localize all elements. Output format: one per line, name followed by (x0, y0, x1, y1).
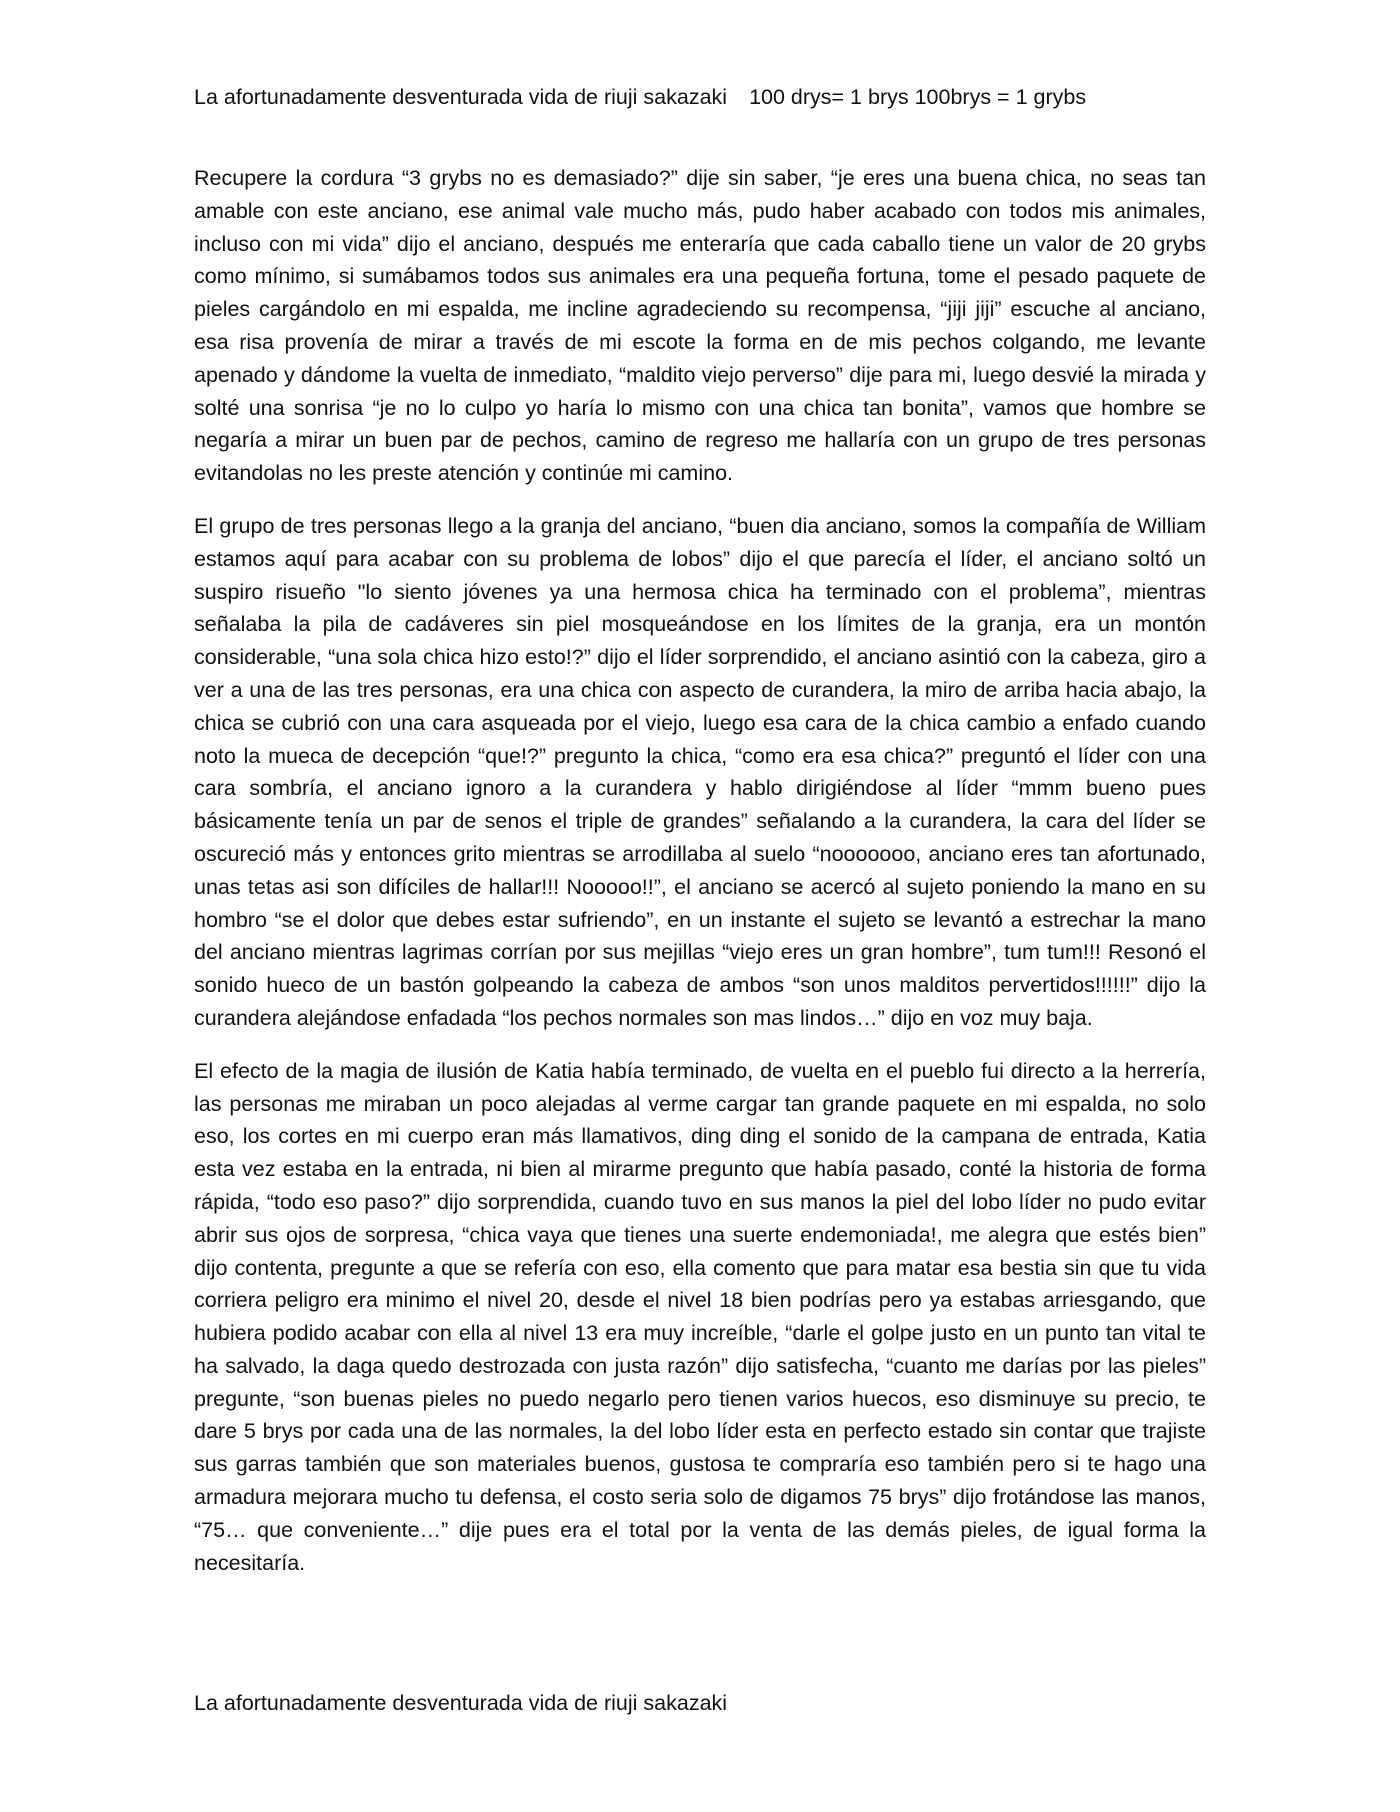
paragraph: El grupo de tres personas llego a la granja del anciano, “buen dia anciano, somos la compañía de William estamos aquí para acabar con su problema de lobos” dijo el que parecía el líder, el anciano soltó un suspiro risueño "lo siento jóvenes ya una hermosa chica ha terminado con el problema”, mientras señalaba la pila de cadáveres sin piel mosqueándose en los límites de la granja, era un montón considerable, “una sola chica hizo esto!?” dijo el líder sorprendido, el anciano asintió con la cabeza, giro a ver a una de las tres personas, era una chica con aspecto de curandera, la miro de arriba hacia abajo, la chica se cubrió con una cara asqueada por el viejo, luego esa cara de la chica cambio a enfado cuando noto la mueca de decepción “que!?” pregunto la chica, “como era esa chica?” preguntó el líder con una cara sombría, el anciano ignoro a la curandera y hablo dirigiéndose al líder “mmm bueno pues básicamente tenía un par de senos el triple de grandes” señalando a la curandera, la cara del líder se oscureció más y entonces grito mientras se arrodillaba al suelo “nooooooo, anciano eres tan afortunado, unas tetas asi son difíciles de hallar!!! Nooooo!!”, el anciano se acercó al sujeto poniendo la mano en su hombro “se el dolor que debes estar sufriendo”, en un instante el sujeto se levantó a estrechar la mano del anciano mientras lagrimas corrían por sus mejillas “viejo eres un gran hombre”, tum tum!!! Resonó el sonido hueco de un bastón golpeando la cabeza de ambos “son unos malditos pervertidos!!!!!!” dijo la curandera alejándose enfadada “los pechos normales son mas lindos…” dijo en voz muy baja. (194, 513, 1206, 1030)
document-body (194, 162, 1206, 1599)
page-footer (194, 1688, 1206, 1718)
paragraph: El efecto de la magia de ilusión de Katia había terminado, de vuelta en el pueblo fui directo a la herrería, las personas me miraban un poco alejadas al verme cargar tan grande paquete en mi espalda, no solo eso, los cortes en mi cuerpo eran más llamativos, ding ding el sonido de la campana de entrada, Katia esta vez estaba en la entrada, ni bien al mirarme pregunto que había pasado, conté la historia de forma rápida, “todo eso paso?” dijo sorprendida, cuando tuvo en sus manos la piel del lobo líder no pudo evitar abrir sus ojos de sorpresa, “chica vaya que tienes una suerte endemoniada!, me alegra que estés bien” dijo contenta, pregunte a que se refería con eso, ella comento que para matar esa bestia sin que tu vida corriera peligro era minimo el nivel 20, desde el nivel 18 bien podrías pero ya estabas arriesgando, que hubiera podido acabar con ella al nivel 13 era muy increíble, “darle el golpe justo en un punto tan vital te ha salvado, la daga quedo destrozada con justa razón” dijo satisfecha, “cuanto me darías por las pieles” pregunte, “son buenas pieles no puedo negarlo pero tienen varios huecos, eso disminuye su precio, te dare 5 brys por cada una de las normales, la del lobo líder esta en perfecto estado sin contar que trajiste sus garras también que son materiales buenos, gustosa te compraría eso también pero si te hago una armadura mejorara mucho tu defensa, el costo seria solo de digamos 75 brys” dijo frotándose las manos, “75… que conveniente…” dije pues era el total por la venta de las demás pieles, de igual forma la necesitaría. (194, 1058, 1206, 1575)
footer-title: La afortunadamente desventurada vida de riuji sakazaki (194, 1691, 728, 1715)
currency-note: 100 drys= 1 brys 100brys = 1 grybs (749, 85, 1087, 109)
header-title: La afortunadamente desventurada vida de riuji sakazaki (194, 85, 728, 109)
paragraph: Recupere la cordura “3 grybs no es demasiado?” dije sin saber, “je eres una buena chica, no seas tan amable con este anciano, ese animal vale mucho más, pudo haber acabado con todos mis animales, incluso con mi vida” dijo el anciano, después me enteraría que cada caballo tiene un valor de 20 grybs como mínimo, si sumábamos todos sus animales era una pequeña fortuna, tome el pesado paquete de pieles cargándolo en mi espalda, me incline agradeciendo su recompensa, “jiji jiji” escuche al anciano, esa risa provenía de mirar a través de mi escote la forma en de mis pechos colgando, me levante apenado y dándome la vuelta de inmediato, “maldito viejo perverso” dije para mi, luego desvié la mirada y solté una sonrisa “je no lo culpo yo haría lo mismo con una chica tan bonita”, vamos que hombre se negaría a mirar un buen par de pechos, camino de regreso me hallaría con un grupo de tres personas evitandolas no les preste atención y continúe mi camino. (194, 166, 1206, 486)
page-header (194, 82, 1214, 112)
